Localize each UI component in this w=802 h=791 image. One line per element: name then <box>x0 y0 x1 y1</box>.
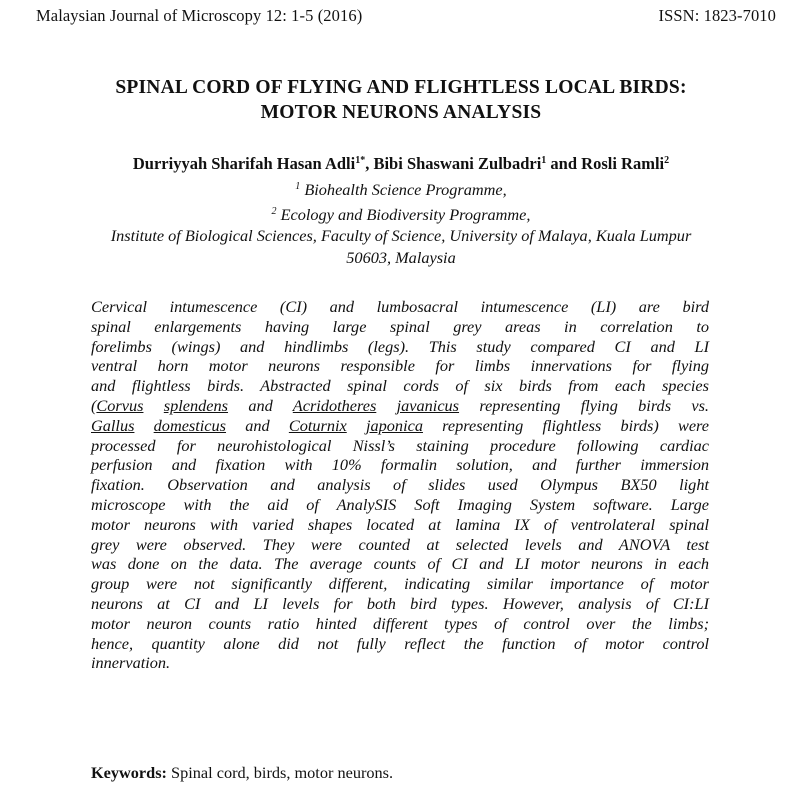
abstract-text: representing flying birds vs. <box>459 395 709 415</box>
abstract-text: ( <box>91 395 97 415</box>
issn-number: ISSN: 1823-7010 <box>658 6 776 25</box>
author-separator: and <box>546 154 582 173</box>
keywords-text: Spinal cord, birds, motor neurons. <box>166 763 394 782</box>
abstract-line: and flightless birds. Abstracted spinal cords of six birds from each species <box>91 376 709 396</box>
abstract-line: group were not significantly different, indicating similar importance of motor <box>91 574 709 594</box>
author-name: Rosli Ramli <box>581 154 665 173</box>
affiliation-mark: 1 <box>295 181 301 192</box>
abstract-line: innervation. <box>91 653 171 673</box>
author-affiliation-mark: 1 <box>541 155 547 166</box>
abstract-text: and <box>226 415 289 435</box>
species-name: splendens <box>163 395 229 415</box>
abstract-line: motor neuron counts ratio hinted different types of control over the limbs; <box>91 613 709 633</box>
affiliation-2 <box>10 201 792 226</box>
abstract-line: hence, quantity alone did not fully reflect the function of motor control <box>91 633 709 653</box>
abstract-paragraph <box>91 297 709 673</box>
abstract-line: processed for neurohistological Nissl’s staining procedure following cardiac <box>91 435 709 455</box>
journal-citation: Malaysian Journal of Microscopy 12: 1-5 (2016) <box>36 6 363 25</box>
author-separator: , <box>365 154 374 173</box>
affiliation-1 <box>10 176 792 201</box>
abstract-line: spinal enlargements having large spinal grey areas in correlation to <box>91 316 709 336</box>
title-line-2: MOTOR NEURONS ANALYSIS <box>260 102 542 123</box>
species-name: japonica <box>365 415 423 435</box>
institute-line-2: 50603, Malaysia <box>346 247 456 267</box>
author-name: Bibi Shaswani Zulbadri <box>373 154 542 173</box>
species-name: domesticus <box>153 415 227 435</box>
species-name: javanicus <box>396 395 460 415</box>
abstract-line <box>91 416 709 436</box>
paper-title <box>20 75 782 125</box>
affiliations <box>10 176 792 268</box>
abstract-line: perfusion and fixation with 10% formalin solution, and further immersion <box>91 455 709 475</box>
abstract-line: neurons at CI and LI levels for both bird types. However, analysis of CI:LI <box>91 593 709 613</box>
abstract-text: and <box>228 395 293 415</box>
species-name: Gallus <box>91 415 135 435</box>
author-affiliation-mark: 2 <box>664 155 670 166</box>
abstract-line: motor neurons with varied shapes located at lamina IX of ventrolateral spinal <box>91 514 709 534</box>
author-name: Durriyyah Sharifah Hasan Adli <box>132 154 356 173</box>
running-header <box>36 6 776 26</box>
affiliation-mark: 2 <box>271 205 277 217</box>
author-affiliation-mark: 1* <box>355 155 366 166</box>
abstract-line: Cervical intumescence (CI) and lumbosacral intumescence (LI) are bird <box>91 297 709 316</box>
keywords-label: Keywords: <box>91 763 167 782</box>
species-name: Acridotheres <box>292 395 377 415</box>
abstract-line <box>91 396 709 416</box>
abstract-line: ventral horn motor neurons responsible for limbs innervations for flying <box>91 356 709 376</box>
abstract-line: forelimbs (wings) and hindlimbs (legs). This study compared CI and LI <box>91 336 709 356</box>
abstract-text: representing flightless birds) were <box>422 415 710 435</box>
affiliation-text: Biohealth Science Programme, <box>300 180 507 199</box>
affiliation-text: Ecology and Biodiversity Programme, <box>276 204 531 224</box>
abstract-line: grey were observed. They were counted at selected levels and ANOVA test <box>91 534 709 554</box>
author-list <box>10 154 792 174</box>
keywords-line <box>91 763 393 783</box>
abstract-line: was done on the data. The average counts of CI and LI motor neurons in each <box>91 554 709 574</box>
title-line-1: SPINAL CORD OF FLYING AND FLIGHTLESS LOCAL BIRDS: <box>115 77 687 98</box>
abstract-line: microscope with the aid of AnalySIS Soft Imaging System software. Large <box>91 494 709 514</box>
abstract-line: fixation. Observation and analysis of slides used Olympus BX50 light <box>91 475 709 495</box>
species-name: Coturnix <box>288 415 347 435</box>
species-name: Corvus <box>96 395 144 415</box>
institute-line-1: Institute of Biological Sciences, Faculty of Science, University of Malaya, Kuala Lumpur <box>110 226 692 245</box>
